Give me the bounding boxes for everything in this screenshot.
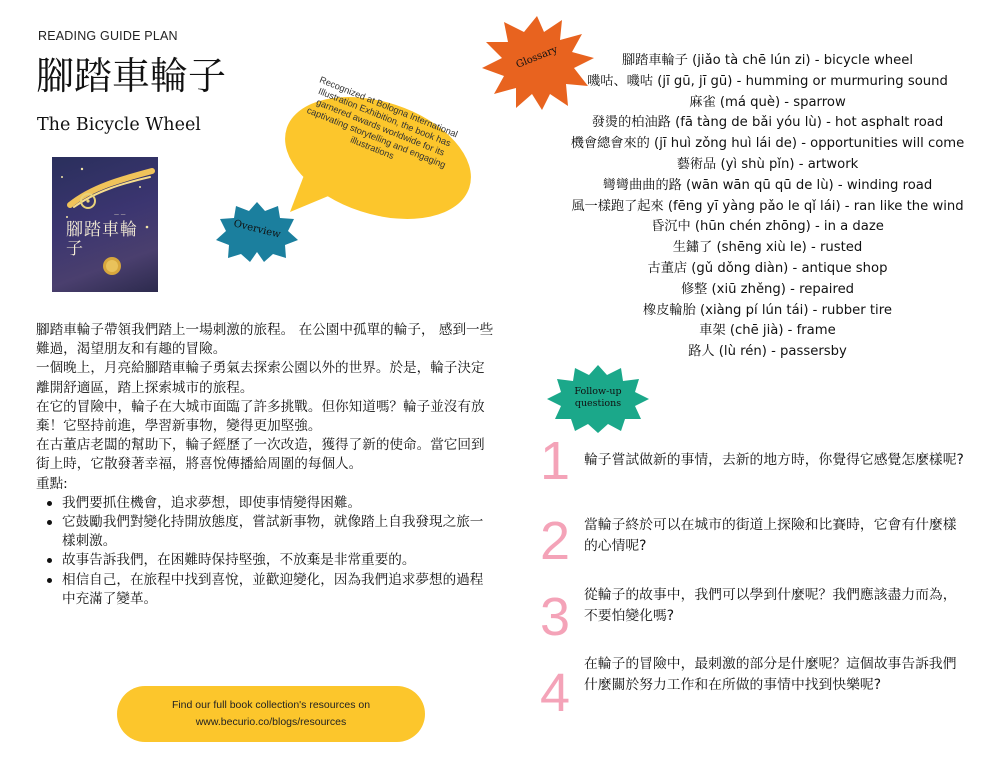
key-point-item: 相信自己，在旅程中找到喜悅，並歡迎變化，因為我們追求夢想的過程中充滿了變革。 — [62, 571, 496, 609]
resources-link-button[interactable] — [117, 686, 425, 742]
plan-label: READING GUIDE PLAN — [38, 29, 178, 43]
glossary-item: 麻雀 (má què) - sparrow — [689, 94, 846, 110]
question-number: 4 — [540, 663, 571, 723]
summary-paragraph: 在它的冒險中，輪子在大城市面臨了許多挑戰。但你知道嗎？輪子並沒有放棄！它堅持前進，學習新事物，變得更加堅強。 — [36, 398, 485, 435]
summary-paragraph: 一個晚上，月亮給腳踏車輪子勇氣去探索公園以外的世界。於是，輪子決定離開舒適區，踏上探索城市的旅程。 — [36, 360, 485, 396]
question-text: 輪子嘗試做新的事情，去新的地方時，你覺得它感覺怎麼樣呢? — [584, 452, 964, 468]
glossary-item: 橡皮輪胎 (xiàng pí lún tái) - rubber tire — [643, 302, 892, 318]
cover-title-art: 腳踏車輪子 — [66, 220, 138, 259]
story-summary — [36, 321, 496, 609]
page-subtitle: The Bicycle Wheel — [37, 115, 201, 135]
summary-paragraph: 腳踏車輪子帶領我們踏上一場刺激的旅程。 在公園中孤單的輪子， 感到一些難過，渴望朋友和有趣的冒險。 — [36, 322, 494, 358]
glossary-item: 古董店 (gǔ dǒng diàn) - antique shop — [647, 260, 888, 276]
glossary-item: 風一樣跑了起來 (fēng yī yàng pǎo le qǐ lái) - ran like the wind — [571, 198, 964, 214]
glossary-item: 生鏽了 (shēng xiù le) - rusted — [672, 240, 863, 256]
glossary-item: 嘰咕、嘰咕 (jī gū, jī gū) - humming or murmuring sound — [587, 73, 948, 89]
glossary-item: 藝術品 (yì shù pǐn) - artwork — [676, 156, 859, 172]
question-text: 在輪子的冒險中，最刺激的部分是什麼呢？這個故事告訴我們什麼關於努力工作和在所做的事情中找到快樂呢? — [584, 656, 957, 693]
summary-paragraph: 在古董店老闆的幫助下，輪子經歷了一次改造，獲得了新的使命。當它回到街上時，它散發著幸福，將喜悅傳播給周圍的每個人。 — [36, 437, 485, 473]
glossary-item: 彎彎曲曲的路 (wān wān qū qū de lù) - winding road — [602, 177, 933, 193]
glossary-list — [540, 51, 995, 363]
overview-badge — [212, 200, 302, 266]
page-title: 腳踏車輪子 — [36, 54, 227, 98]
resources-line-1: Find our full book collection's resources on — [171, 699, 371, 711]
glossary-item: 腳踏車輪子 (jiǎo tà chē lún zi) - bicycle wheel — [621, 53, 914, 68]
key-point-item: 故事告訴我們，在困難時保持堅強，不放棄是非常重要的。 — [62, 551, 496, 570]
question-text: 從輪子的故事中，我們可以學到什麼呢？我們應該盡力而為，不要怕變化嗎? — [584, 587, 957, 624]
glossary-item: 修整 (xiū zhěng) - repaired — [680, 281, 855, 297]
followup-badge-label: Follow-up questions — [574, 386, 622, 409]
cover-author-text: — — — [114, 212, 126, 218]
key-points-list — [62, 494, 496, 609]
glossary-item: 發燙的柏油路 (fā tàng de bǎi yóu lù) - hot asphalt road — [591, 115, 944, 131]
resources-url[interactable]: www.becurio.co/blogs/resources — [195, 716, 347, 728]
key-point-item: 它鼓勵我們對變化持開放態度，嘗試新事物，就像踏上自我發現之旅一樣刺激。 — [62, 513, 496, 551]
question-text: 當輪子終於可以在城市的街道上探險和比賽時，它會有什麼樣的心情呢? — [584, 517, 957, 554]
question-number: 3 — [540, 587, 571, 647]
award-bubble-text: Recognized at Bologna International Illustration Exhibition, the book has garnered awards worldwide for its captivating storytelling and engaging illustrations — [305, 74, 460, 171]
question-number: 2 — [540, 511, 571, 571]
glossary-item: 機會總會來的 (jī huì zǒng huì lái de) - opportunities will come — [570, 136, 965, 152]
key-point-item: 我們要抓住機會，追求夢想，即使事情變得困難。 — [62, 494, 496, 513]
glossary-badge-label: Glossary — [514, 44, 560, 71]
book-cover-image — [52, 157, 158, 292]
glossary-item: 路人 (lù rén) - passersby — [688, 344, 847, 360]
followup-badge — [545, 363, 651, 437]
key-points-label: 重點: — [36, 475, 68, 492]
question-number: 1 — [540, 431, 571, 491]
glossary-item: 昏沉中 (hūn chén zhōng) - in a daze — [651, 219, 884, 235]
overview-badge-label: Overview — [232, 218, 282, 241]
glossary-item: 車架 (chē jià) - frame — [699, 323, 836, 339]
